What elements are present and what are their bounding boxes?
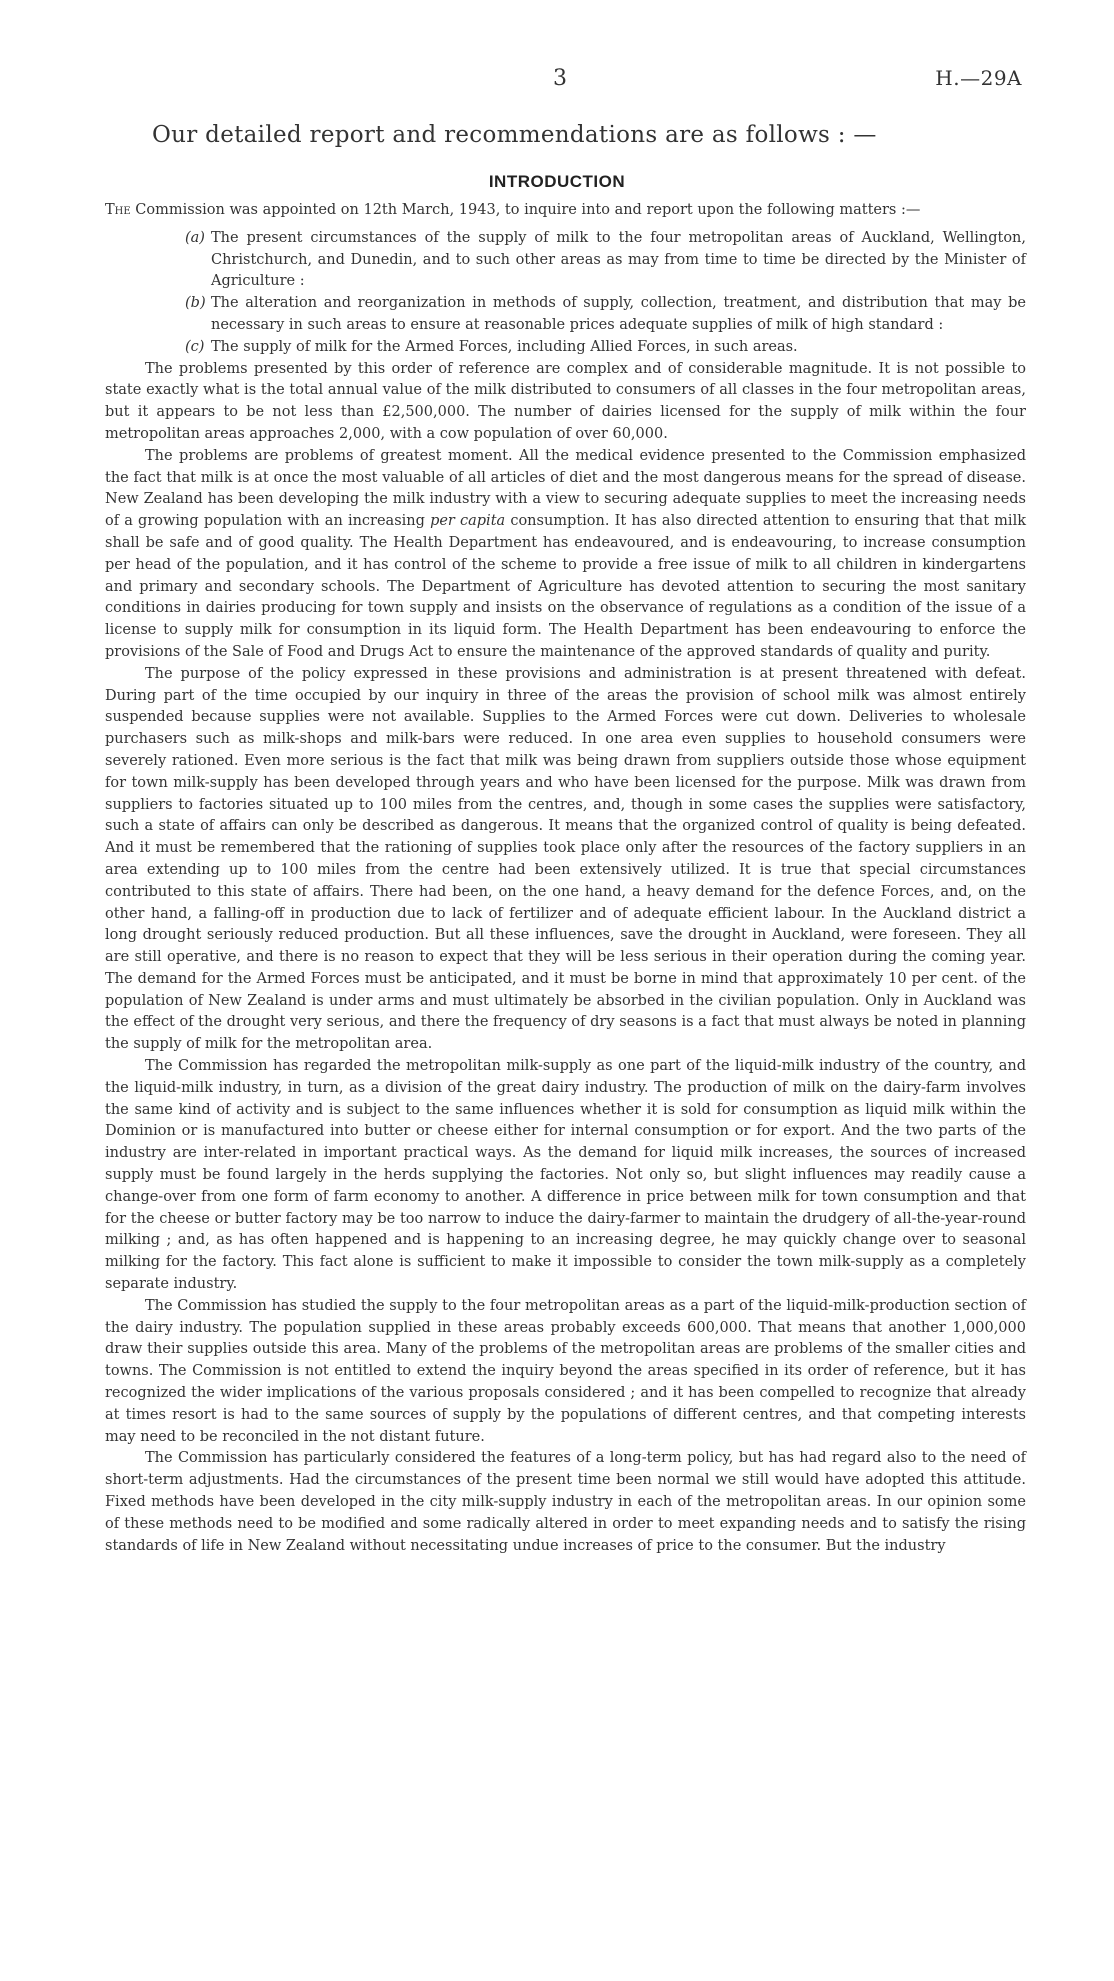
list-item-text: The present circumstances of the supply of milk to the four metropolitan areas of Auckland, Wellington, Christchurch, and Dunedin, and to such other areas as may from time to time be directed by the Minister of Agriculture : (211, 229, 1026, 290)
paragraph: The Commission has studied the supply to the four metropolitan areas as a part of the liquid-milk-production section of the dairy industry. The population supplied in these areas probably exceeds 600,000. That means that another 1,000,000 draw their supplies outside this area. Many of the problems of the metropolitan areas are problems of the smaller cities and towns. The Commission is not entitled to extend the inquiry beyond the areas specified in its order of reference, but it has recognized the wider implications of the various proposals considered ; and it has been compelled to recognize that already at times resort is had to the same sources of supply by the populations of different centres, and that competing interests may need to be reconciled in the not distant future. (105, 1297, 1026, 1445)
paragraph: The Commission has regarded the metropolitan milk-supply as one part of the liquid-milk industry of the country, and the liquid-milk industry, in turn, as a division of the great dairy industry. The production of milk on the dairy-farm involves the same kind of activity and is subject to the same influences whether it is sold for consumption as liquid milk within the Dominion or is manufactured into butter or cheese either for internal consumption or for export. And the two parts of the industry are inter-related in important practical ways. As the demand for liquid milk increases, the sources of increased supply must be found largely in the herds supplying the factories. Not only so, but slight influences may readily cause a change-over from one form of farm economy to another. A difference in price between milk for town consumption and that for the cheese or butter factory may be too narrow to induce the dairy-farmer to maintain the drudgery of all-the-year-round milking ; and, as has often happened and is happening to an increasing degree, he may quickly change over to seasonal milking for the factory. This fact alone is sufficient to make it impossible to consider the town milk-supply as a completely separate industry. (105, 1058, 1026, 1293)
opening-paragraph (105, 200, 1026, 222)
paragraph-text: The problems are problems of greatest moment. All the medical evidence presented to the Commission emphasized the fact that milk is at once the most valuable of all articles of diet and the most dangerous means for the spread of disease. New Zealand has been developing the milk industry with a view to securing adequate supplies to meet the increasing needs of a growing population with an increasing (105, 447, 1026, 530)
opening-text: Commission was appointed on 12th March, 1943, to inquire into and report upon the following matters :— (130, 202, 921, 218)
paragraph: The Commission has particularly considered the features of a long-term policy, but has had regard also to the need of short-term adjustments. Had the circumstances of the present time been normal we still would have adopted this attitude. Fixed methods have been developed in the city milk-supply industry in each of the metropolitan areas. In our opinion some of these methods need to be modified and some radically altered in order to meet expanding needs and to satisfy the rising standards of life in New Zealand without necessitating undue increases of price to the consumer. But the industry (105, 1450, 1026, 1554)
intro-line: Our detailed report and recommendations are as follows : — (152, 122, 877, 148)
list-item (105, 293, 1026, 337)
list-item-text: The alteration and reorganization in methods of supply, collection, treatment, and distribution that may be necessary in such areas to ensure at reasonable prices adequate supplies of milk of high standard : (211, 295, 1026, 333)
list-item (105, 228, 1026, 293)
body-text (105, 200, 1026, 1557)
paragraph (105, 446, 1026, 664)
page-number: 3 (553, 66, 567, 91)
document-reference: H.—29A (935, 66, 1022, 90)
paragraph: The purpose of the policy expressed in these provisions and administration is at present threatened with defeat. During part of the time occupied by our inquiry in three of the areas the provision of school milk was almost entirely suspended because supplies were not available. Supplies to the Armed Forces were cut down. Deliveries to wholesale purchasers such as milk-shops and milk-bars were reduced. In one area even supplies to household consumers were severely rationed. Even more serious is the fact that milk was being drawn from suppliers outside those whose equipment for town milk-supply has been developed through years and who have been licensed for the purpose. Milk was drawn from suppliers to factories situated up to 100 miles from the centres, and, though in some cases the supplies were satisfactory, such a state of affairs can only be described as dangerous. It means that the organized control of quality is being defeated. And it must be remembered that the rationing of supplies took place only after the resources of the factory suppliers in an area extending up to 100 miles from the centre had been extensively utilized. It is true that special circumstances contributed to this state of affairs. There had been, on the one hand, a heavy demand for the defence Forces, and, on the other hand, a falling-off in production due to lack of fertilizer and of adequate efficient labour. In the Auckland district a long drought seriously reduced production. But all these influences, save the drought in Auckland, were foreseen. They all are still operative, and there is no reason to expect that they will be less serious in their operation during the coming year. The demand for the Armed Forces must be anticipated, and it must be borne in mind that approximately 10 per cent. of the population of New Zealand is under arms and must ultimately be absorbed in the civilian population. Only in Auckland was the effect of the drought very serious, and there the frequency of dry seasons is a fact that must always be noted in planning the supply of milk for the metropolitan area. (105, 665, 1026, 1053)
list-item (105, 337, 1026, 359)
list-marker: (c) (185, 338, 205, 355)
emphasis-text: per capita (430, 513, 506, 530)
opening-lead: The (105, 202, 131, 218)
list-marker: (b) (185, 295, 206, 312)
paragraph: The problems presented by this order of reference are complex and of considerable magnitude. It is not possible to state exactly what is the total annual value of the milk distributed to consumers of all classes in the four metropolitan areas, but it appears to be not less than £2,500,000. The number of dairies licensed for the supply of milk within the four metropolitan areas approaches 2,000, with a cow population of over 60,000. (105, 360, 1026, 442)
list-marker: (a) (185, 229, 205, 246)
paragraph-text: consumption. It has also directed attention to ensuring that that milk shall be safe and of good quality. The Health Department has endeavoured, and is endeavouring, to increase consumption per head of the population, and it has control of the scheme to provide a free issue of milk to all children in kindergartens and primary and secondary schools. The Department of Agriculture has devoted attention to securing the most sanitary conditions in dairies producing for town supply and insists on the observance of regulations as a condition of the issue of a license to supply milk for consumption in its liquid form. The Health Department has been endeavouring to enforce the provisions of the Sale of Food and Drugs Act to ensure the maintenance of the approved standards of quality and purity. (105, 513, 1026, 660)
section-heading: INTRODUCTION (488, 172, 626, 191)
terms-of-reference-list (105, 228, 1026, 359)
list-item-text: The supply of milk for the Armed Forces, including Allied Forces, in such areas. (211, 338, 798, 355)
